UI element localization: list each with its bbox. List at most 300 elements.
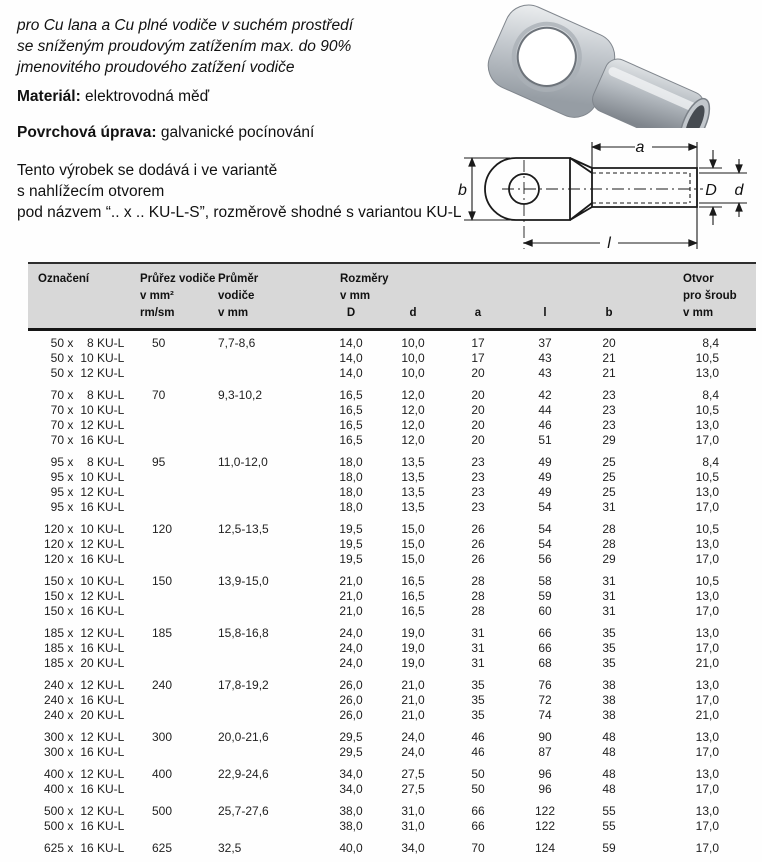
cell-otvor: 10,5: [695, 522, 719, 536]
cell-prurez: [138, 403, 212, 418]
cell-a: 66: [471, 819, 485, 833]
cell-a: 28: [471, 589, 485, 603]
cell-otvor: 17,0: [695, 745, 719, 759]
cell-b: 38: [602, 693, 616, 707]
cell-D: 14,0: [339, 336, 363, 350]
cell-designation: 240 x 20 KU-L: [43, 708, 125, 722]
cell-prurez: 95: [152, 455, 166, 469]
cell-designation: 95 x 12 KU-L: [50, 485, 125, 499]
cell-l: 96: [538, 782, 552, 796]
cell-l: 87: [538, 745, 552, 759]
table-row: [28, 574, 756, 589]
cell-prumer: 17,8-19,2: [218, 678, 269, 692]
table-group: [28, 804, 756, 834]
cell-b: 23: [602, 388, 616, 402]
col-header-prurez-unit: v mm²: [140, 290, 174, 302]
table-row: [28, 522, 756, 537]
table-row: [28, 841, 756, 856]
cell-l: 46: [538, 418, 552, 432]
cell-b: 21: [602, 351, 616, 365]
cell-otvor: 13,0: [695, 678, 719, 692]
col-header-dim-D: D: [346, 307, 356, 319]
cell-prurez: [138, 537, 212, 552]
cell-b: 28: [602, 522, 616, 536]
cell-D: 26,0: [339, 678, 363, 692]
cell-prumer: [212, 552, 320, 567]
cell-designation: 50 x 12 KU-L: [50, 366, 125, 380]
table-group: [28, 626, 756, 671]
cell-designation: 95 x 10 KU-L: [50, 470, 125, 484]
cell-D: 24,0: [339, 656, 363, 670]
cell-prumer: 25,7-27,6: [218, 804, 269, 818]
table-row: [28, 485, 756, 500]
bore-hidden-lines: [592, 173, 690, 203]
cell-l: 49: [538, 485, 552, 499]
cell-a: 31: [471, 656, 485, 670]
table-group: [28, 678, 756, 723]
dim-label-D: D: [705, 182, 717, 199]
cell-D: 34,0: [339, 782, 363, 796]
cell-D: 40,0: [339, 841, 363, 855]
cell-d: 16,5: [401, 574, 425, 588]
cell-D: 29,5: [339, 745, 363, 759]
table-row: [28, 403, 756, 418]
cell-b: 31: [602, 500, 616, 514]
cell-prurez: 70: [152, 388, 166, 402]
cell-prurez: 240: [152, 678, 173, 692]
cell-l: 66: [538, 641, 552, 655]
cell-prurez: 185: [152, 626, 173, 640]
cell-designation: 120 x 10 KU-L: [43, 522, 125, 536]
cell-d: 31,0: [401, 804, 425, 818]
table-row: [28, 589, 756, 604]
cell-l: 58: [538, 574, 552, 588]
cell-prumer: [212, 418, 320, 433]
col-header-dim-d: d: [409, 307, 417, 319]
col-header-oznaceni: Označení: [38, 273, 90, 285]
dim-label-b: b: [458, 182, 467, 199]
col-header-dim-a: a: [474, 307, 482, 319]
table-group: [28, 841, 756, 856]
cell-prumer: 22,9-24,6: [218, 767, 269, 781]
table-row: [28, 656, 756, 671]
intro-line-2: se sníženým proudovým zatížením max. do 90%: [17, 38, 352, 55]
table-group: [28, 388, 756, 448]
cell-otvor: 10,5: [695, 470, 719, 484]
cell-b: 31: [602, 574, 616, 588]
cell-l: 56: [538, 552, 552, 566]
cell-l: 68: [538, 656, 552, 670]
cell-otvor: 13,0: [695, 418, 719, 432]
variant-line-1: Tento výrobek se dodává i ve variantě: [17, 162, 278, 179]
cell-prumer: [212, 745, 320, 760]
intro-paragraph: [17, 15, 353, 78]
cell-a: 17: [471, 336, 485, 350]
cell-otvor: 13,0: [695, 626, 719, 640]
cell-D: 16,5: [339, 403, 363, 417]
cell-b: 29: [602, 433, 616, 447]
cell-prurez: 300: [152, 730, 173, 744]
cell-prurez: [138, 470, 212, 485]
cell-D: 16,5: [339, 433, 363, 447]
cell-otvor: 10,5: [695, 403, 719, 417]
cell-l: 122: [534, 819, 556, 833]
cell-prumer: [212, 500, 320, 515]
product-photo: [478, 2, 720, 128]
cell-prurez: [138, 418, 212, 433]
col-header-otvor: Otvor: [683, 273, 714, 285]
cell-otvor: 10,5: [695, 351, 719, 365]
cell-designation: 150 x 10 KU-L: [43, 574, 125, 588]
cell-l: 72: [538, 693, 552, 707]
cell-d: 12,0: [401, 388, 425, 402]
table-row: [28, 552, 756, 567]
cell-designation: 185 x 12 KU-L: [43, 626, 125, 640]
cell-a: 20: [471, 388, 485, 402]
cell-b: 31: [602, 604, 616, 618]
table-row: [28, 500, 756, 515]
cell-b: 35: [602, 656, 616, 670]
cell-prumer: [212, 693, 320, 708]
cell-otvor: 13,0: [695, 366, 719, 380]
cell-prurez: [138, 433, 212, 448]
cell-prurez: [138, 485, 212, 500]
cell-l: 54: [538, 500, 552, 514]
cell-a: 35: [471, 708, 485, 722]
cell-d: 34,0: [401, 841, 425, 855]
material-line: [17, 88, 209, 106]
cell-prurez: [138, 552, 212, 567]
cell-a: 46: [471, 730, 485, 744]
cell-D: 18,0: [339, 485, 363, 499]
material-value: elektrovodná měď: [80, 88, 210, 105]
intro-line-3: jmenovitého proudového zatížení vodiče: [17, 59, 295, 76]
cell-l: 59: [538, 589, 552, 603]
cell-otvor: 17,0: [695, 841, 719, 855]
cell-prurez: [138, 782, 212, 797]
cell-a: 23: [471, 485, 485, 499]
table-row: [28, 366, 756, 381]
table-row: [28, 537, 756, 552]
cell-a: 46: [471, 745, 485, 759]
cell-designation: 500 x 12 KU-L: [43, 804, 125, 818]
col-header-rozmery: Rozměry: [340, 273, 389, 285]
cell-l: 54: [538, 537, 552, 551]
cell-d: 19,0: [401, 626, 425, 640]
cell-l: 49: [538, 455, 552, 469]
cell-l: 42: [538, 388, 552, 402]
cell-l: 66: [538, 626, 552, 640]
cell-D: 19,5: [339, 522, 363, 536]
col-header-prurez-unit2: rm/sm: [140, 307, 175, 319]
cell-b: 25: [602, 455, 616, 469]
cell-otvor: 13,0: [695, 804, 719, 818]
cell-otvor: 13,0: [695, 589, 719, 603]
cell-a: 23: [471, 470, 485, 484]
table-row: [28, 626, 756, 641]
col-header-prumer-unit: v mm: [218, 307, 249, 319]
cell-prumer: [212, 819, 320, 834]
cell-otvor: 17,0: [695, 641, 719, 655]
cell-b: 25: [602, 470, 616, 484]
cell-a: 23: [471, 500, 485, 514]
cell-prurez: [138, 366, 212, 381]
cell-prurez: [138, 604, 212, 619]
cell-otvor: 8,4: [702, 455, 719, 469]
cell-b: 48: [602, 730, 616, 744]
cell-l: 74: [538, 708, 552, 722]
cell-d: 21,0: [401, 708, 425, 722]
cell-prumer: [212, 589, 320, 604]
table-group: [28, 522, 756, 567]
cell-prumer: [212, 708, 320, 723]
cell-designation: 95 x 16 KU-L: [50, 500, 125, 514]
cell-a: 66: [471, 804, 485, 818]
cell-designation: 50 x 10 KU-L: [50, 351, 125, 365]
cell-d: 27,5: [401, 767, 425, 781]
table-row: [28, 433, 756, 448]
cell-a: 28: [471, 604, 485, 618]
cell-designation: 120 x 16 KU-L: [43, 552, 125, 566]
cell-d: 12,0: [401, 418, 425, 432]
cell-a: 26: [471, 522, 485, 536]
cell-designation: 300 x 12 KU-L: [43, 730, 125, 744]
cell-prurez: [138, 693, 212, 708]
cell-d: 16,5: [401, 604, 425, 618]
cell-prumer: [212, 403, 320, 418]
cell-prumer: 15,8-16,8: [218, 626, 269, 640]
cell-designation: 240 x 16 KU-L: [43, 693, 125, 707]
cell-prurez: [138, 819, 212, 834]
cell-otvor: 13,0: [695, 730, 719, 744]
cell-D: 14,0: [339, 351, 363, 365]
cell-designation: 70 x 8 KU-L: [50, 388, 125, 402]
table-row: [28, 455, 756, 470]
table-group: [28, 730, 756, 760]
cell-a: 50: [471, 782, 485, 796]
cell-a: 20: [471, 366, 485, 380]
cell-b: 48: [602, 767, 616, 781]
table-row: [28, 782, 756, 797]
cell-otvor: 13,0: [695, 537, 719, 551]
cell-d: 12,0: [401, 433, 425, 447]
table-row: [28, 745, 756, 760]
cell-prumer: 32,5: [218, 841, 242, 855]
cell-l: 43: [538, 351, 552, 365]
cell-designation: 400 x 16 KU-L: [43, 782, 125, 796]
cell-prumer: 12,5-13,5: [218, 522, 269, 536]
cell-l: 124: [534, 841, 556, 855]
cell-designation: 400 x 12 KU-L: [43, 767, 125, 781]
cell-d: 13,5: [401, 500, 425, 514]
cell-D: 18,0: [339, 500, 363, 514]
cell-l: 96: [538, 767, 552, 781]
cell-D: 38,0: [339, 819, 363, 833]
header-row-1: [28, 271, 756, 288]
cell-prurez: [138, 745, 212, 760]
variant-line-3: pod názvem “.. x .. KU-L-S”, rozměrově shodné s variantou KU-L: [17, 204, 462, 221]
intro-line-1: pro Cu lana a Cu plné vodiče v suchém prostředí: [17, 17, 354, 34]
cell-prurez: 400: [152, 767, 173, 781]
cell-otvor: 13,0: [695, 767, 719, 781]
table-row: [28, 693, 756, 708]
cell-d: 13,5: [401, 470, 425, 484]
cell-prumer: 20,0-21,6: [218, 730, 269, 744]
cell-D: 29,5: [339, 730, 363, 744]
cell-prurez: 50: [152, 336, 166, 350]
cell-b: 31: [602, 589, 616, 603]
cell-prumer: [212, 485, 320, 500]
cell-b: 29: [602, 552, 616, 566]
cell-D: 21,0: [339, 574, 363, 588]
cell-d: 16,5: [401, 589, 425, 603]
cell-a: 20: [471, 433, 485, 447]
cell-a: 26: [471, 552, 485, 566]
cell-b: 28: [602, 537, 616, 551]
cell-d: 12,0: [401, 403, 425, 417]
cell-prurez: [138, 656, 212, 671]
table-row: [28, 730, 756, 745]
cell-d: 31,0: [401, 819, 425, 833]
cell-b: 55: [602, 804, 616, 818]
cell-l: 49: [538, 470, 552, 484]
table-row: [28, 418, 756, 433]
cell-D: 21,0: [339, 604, 363, 618]
cell-prurez: 150: [152, 574, 173, 588]
cell-prumer: [212, 656, 320, 671]
cell-d: 24,0: [401, 730, 425, 744]
cell-b: 59: [602, 841, 616, 855]
cell-otvor: 8,4: [702, 388, 719, 402]
col-header-dim-b: b: [605, 307, 613, 319]
cell-l: 90: [538, 730, 552, 744]
table-group: [28, 455, 756, 515]
header-row-2: [28, 288, 756, 305]
cell-b: 48: [602, 782, 616, 796]
cell-l: 122: [534, 804, 556, 818]
cell-l: 43: [538, 366, 552, 380]
cell-designation: 300 x 16 KU-L: [43, 745, 125, 759]
cell-otvor: 10,5: [695, 574, 719, 588]
cell-otvor: 17,0: [695, 819, 719, 833]
cell-otvor: 17,0: [695, 604, 719, 618]
cell-prumer: 11,0-12,0: [218, 455, 268, 469]
cell-D: 16,5: [339, 388, 363, 402]
cell-prurez: [138, 500, 212, 515]
cell-D: 19,5: [339, 552, 363, 566]
cell-prumer: [212, 470, 320, 485]
cell-designation: 70 x 10 KU-L: [50, 403, 125, 417]
cable-lug-photo-shape: [481, 2, 720, 128]
cell-b: 35: [602, 626, 616, 640]
cell-b: 23: [602, 418, 616, 432]
col-header-otvor-sub: pro šroub: [683, 290, 737, 302]
cell-prumer: [212, 641, 320, 656]
cell-designation: 150 x 16 KU-L: [43, 604, 125, 618]
cell-designation: 120 x 12 KU-L: [43, 537, 125, 551]
table-row: [28, 804, 756, 819]
table-row: [28, 388, 756, 403]
cell-otvor: 17,0: [695, 552, 719, 566]
table-group: [28, 767, 756, 797]
cell-otvor: 21,0: [695, 708, 719, 722]
cell-prumer: 9,3-10,2: [218, 388, 263, 402]
cell-prumer: [212, 782, 320, 797]
cell-b: 25: [602, 485, 616, 499]
spec-table: [28, 262, 756, 863]
cell-prumer: 7,7-8,6: [218, 336, 256, 350]
table-body: [28, 331, 756, 856]
cell-a: 35: [471, 678, 485, 692]
cell-D: 26,0: [339, 693, 363, 707]
surface-value: galvanické pocínování: [156, 124, 315, 141]
cell-d: 21,0: [401, 678, 425, 692]
cell-D: 18,0: [339, 455, 363, 469]
cell-prumer: [212, 604, 320, 619]
surface-line: [17, 124, 314, 142]
variant-line-2: s nahlížecím otvorem: [17, 183, 165, 200]
cell-d: 15,0: [401, 522, 425, 536]
cell-b: 20: [602, 336, 616, 350]
cell-prumer: [212, 351, 320, 366]
cell-a: 70: [471, 841, 485, 855]
dim-label-d: d: [734, 182, 744, 199]
cell-a: 35: [471, 693, 485, 707]
cell-a: 23: [471, 455, 485, 469]
cell-D: 38,0: [339, 804, 363, 818]
table-header: [28, 262, 756, 331]
cell-prurez: 625: [152, 841, 173, 855]
cell-d: 27,5: [401, 782, 425, 796]
cell-a: 31: [471, 626, 485, 640]
cell-d: 13,5: [401, 455, 425, 469]
cell-prurez: [138, 708, 212, 723]
cell-prurez: 120: [152, 522, 173, 536]
cell-d: 15,0: [401, 552, 425, 566]
cell-a: 20: [471, 418, 485, 432]
cell-a: 31: [471, 641, 485, 655]
cell-prurez: [138, 641, 212, 656]
cell-l: 76: [538, 678, 552, 692]
cell-D: 24,0: [339, 641, 363, 655]
cell-designation: 70 x 12 KU-L: [50, 418, 125, 432]
cell-d: 10,0: [401, 351, 425, 365]
cell-b: 23: [602, 403, 616, 417]
cell-otvor: 13,0: [695, 485, 719, 499]
cell-otvor: 21,0: [695, 656, 719, 670]
table-row: [28, 678, 756, 693]
cell-d: 10,0: [401, 336, 425, 350]
cell-d: 10,0: [401, 366, 425, 380]
cell-designation: 150 x 12 KU-L: [43, 589, 125, 603]
cell-l: 37: [538, 336, 552, 350]
cell-b: 38: [602, 708, 616, 722]
col-header-otvor-unit: v mm: [683, 307, 714, 319]
table-group: [28, 574, 756, 619]
cell-l: 44: [538, 403, 552, 417]
surface-label: Povrchová úprava:: [17, 124, 157, 141]
cell-b: 38: [602, 678, 616, 692]
cell-d: 15,0: [401, 537, 425, 551]
header-row-3: [28, 305, 756, 322]
col-header-dim-l: l: [543, 307, 547, 319]
cell-designation: 500 x 16 KU-L: [43, 819, 125, 833]
cell-D: 19,5: [339, 537, 363, 551]
cell-designation: 185 x 16 KU-L: [43, 641, 125, 655]
col-header-rozmery-unit: v mm: [340, 290, 371, 302]
cell-D: 26,0: [339, 708, 363, 722]
cell-designation: 95 x 8 KU-L: [50, 455, 125, 469]
